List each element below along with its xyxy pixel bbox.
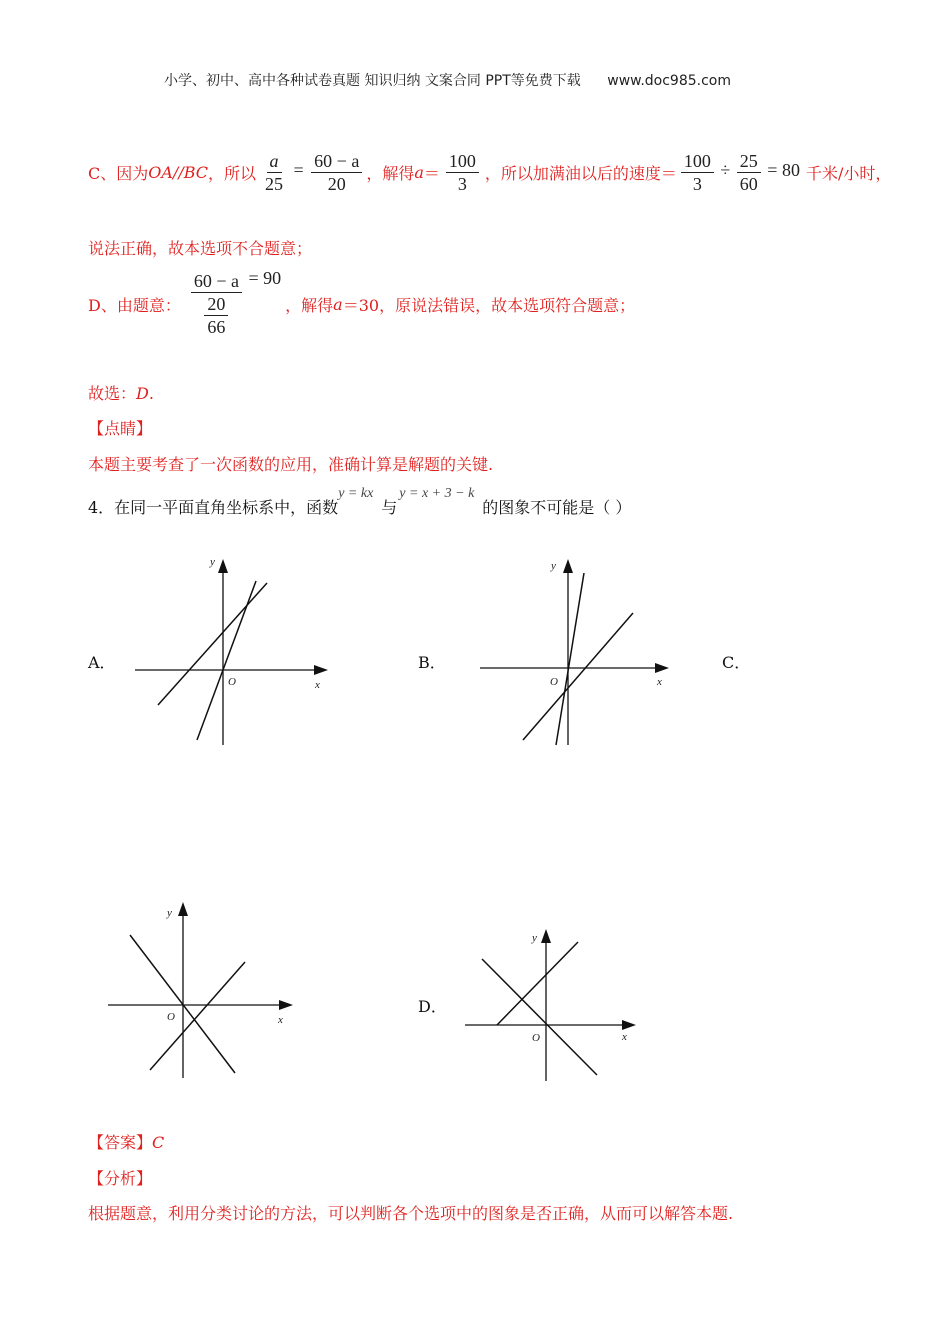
answer-label: 【答案】 [88, 1133, 153, 1152]
answer-line [88, 1130, 164, 1153]
option-d-label[interactable]: D． [418, 997, 447, 1016]
summary-text: 本题主要考查了一次函数的应用，准确计算是解题的关键. [88, 455, 494, 474]
c-prefix: C、因为 [88, 163, 149, 183]
graph-d [462, 925, 652, 1085]
x-axis-arrow [622, 1020, 636, 1030]
y-label: y [210, 556, 215, 568]
a-value-fraction: $\frac{100}{3}$ [446, 150, 479, 195]
origin-label: O [532, 1032, 540, 1044]
q4-tail: 的图象不可能是（ ） [482, 497, 632, 517]
answer-value: C [152, 1133, 165, 1152]
segment-oa: OA [148, 162, 173, 182]
y-label: y [167, 907, 172, 919]
x-axis-arrow [314, 665, 328, 675]
line-2 [556, 573, 584, 745]
graph-c [105, 898, 305, 1083]
x-axis-arrow [279, 1000, 293, 1010]
y-label: y [551, 560, 556, 572]
choice-line: 故选：D. [88, 384, 154, 403]
parallel-sign: // [172, 162, 184, 182]
line-2 [497, 942, 578, 1025]
site-banner [164, 70, 731, 90]
d-prefix: D、由题意： [88, 295, 181, 315]
segment-bc: BC [183, 162, 208, 182]
option-c-explanation [88, 144, 891, 200]
q4-function-2: y = x + 3 − k [399, 486, 475, 501]
analysis-label: 【分析】 [88, 1169, 153, 1188]
c-equals: ＝ [423, 163, 440, 183]
x-axis-arrow [655, 663, 669, 673]
x-label: x [315, 679, 320, 691]
banner-text: 小学、初中、高中各种试卷真题 知识归纳 文案合同 PPT等免费下载 [164, 73, 581, 89]
speed-unit: 千米/小时， [805, 163, 892, 183]
line-2 [197, 581, 256, 740]
option-c-label[interactable]: C． [722, 653, 751, 672]
y-axis-arrow [218, 559, 228, 573]
analysis-text: 根据题意，利用分类讨论的方法，可以判断各个选项中的图象是否正确，从而可以解答本题. [88, 1204, 734, 1223]
line-1 [482, 959, 597, 1075]
line-1 [523, 613, 633, 740]
d-solve: ，解得 [285, 295, 334, 315]
option-a-label[interactable]: A． [88, 653, 116, 672]
q4-text: 4．在同一平面直角坐标系中，函数 [88, 497, 339, 517]
question-4 [88, 484, 631, 528]
option-c-conclusion: 说法正确，故本选项不合题意； [88, 239, 313, 258]
graph-a [130, 555, 340, 750]
c-solve: ，解得 [366, 163, 415, 183]
x-label: x [622, 1031, 627, 1043]
origin-label: O [167, 1011, 175, 1023]
d-result: ＝30，原说法错误，故本选项符合题意； [342, 295, 636, 315]
y-label: y [532, 932, 537, 944]
dianjing-label: 【点睛】 [88, 419, 153, 438]
y-axis-arrow [541, 929, 551, 943]
site-url[interactable]: www.doc985.com [607, 73, 731, 89]
x-label: x [278, 1014, 283, 1026]
y-axis-arrow [563, 559, 573, 573]
origin-label: O [228, 676, 236, 688]
line-1 [158, 583, 267, 705]
speed-equation: $\frac{100}{3}$ ÷ $\frac{25}{60}$ = 80 [681, 150, 800, 195]
option-b-label[interactable]: B． [418, 653, 446, 672]
proportion-equation: $\frac{a}{25}$ = $\frac{60 - a}{20}$ [262, 150, 362, 195]
q4-and: 与 [381, 497, 398, 517]
c-speed-text: ，所以加满油以后的速度＝ [484, 163, 677, 183]
origin-label: O [550, 676, 558, 688]
d-equation: 60 − a 20 66 = 90 [191, 270, 281, 338]
line-2 [150, 962, 245, 1070]
var-a-d: a [333, 294, 343, 314]
x-label: x [657, 676, 662, 688]
var-a: a [414, 162, 424, 182]
y-axis-arrow [178, 902, 188, 916]
q4-function-1: y = kx [338, 486, 374, 501]
c-so: ，所以 [208, 163, 257, 183]
graph-b [475, 555, 685, 750]
option-d-explanation [88, 266, 635, 342]
